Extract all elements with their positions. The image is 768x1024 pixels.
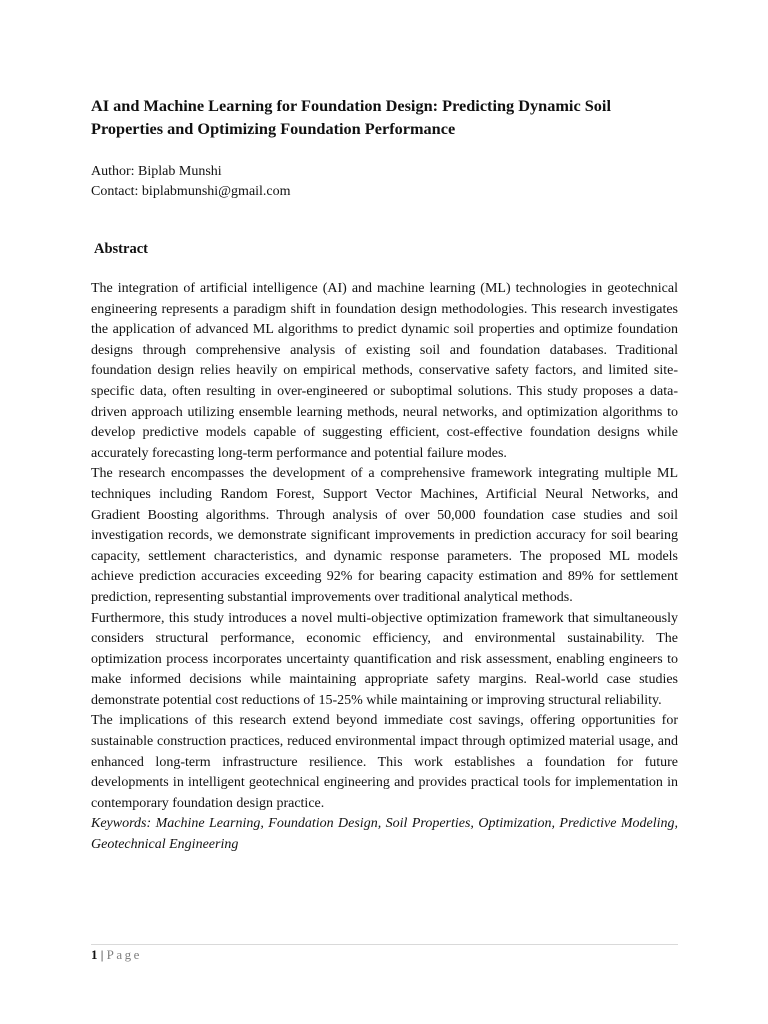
paper-page xyxy=(91,94,678,856)
page-number: 1 xyxy=(91,947,98,962)
abstract-paragraph-1: The integration of artificial intelligence (AI) and machine learning (ML) technologies in geotechnical engineering represents a paradigm shift in foundation design methodologies. This research investigates the application of advanced ML algorithms to predict dynamic soil properties and optimize foundation designs through comprehensive analysis of existing soil and foundation databases. Traditional foundation design relies heavily on empirical methods, conservative safety factors, and limited site-specific data, often resulting in over-engineered or suboptimal solutions. This study proposes a data-driven approach utilizing ensemble learning methods, neural networks, and optimization algorithms to develop predictive models capable of suggesting efficient, cost-effective foundation designs while accurately forecasting long-term performance and potential failure modes. xyxy=(91,281,678,461)
page-footer xyxy=(91,944,678,964)
keywords-line: Keywords: Machine Learning, Foundation Design, Soil Properties, Optimization, Predictive Modeling, Geotechnical Engineering xyxy=(91,816,678,853)
footer-separator: | xyxy=(97,947,107,962)
author-block xyxy=(91,162,678,202)
contact-line: Contact: biplabmunshi@gmail.com xyxy=(91,184,291,199)
abstract-paragraph-4: The implications of this research extend beyond immediate cost savings, offering opportunities for sustainable construction practices, reduced environmental impact through optimized material usage, and enhanced long-term infrastructure resilience. This work establishes a foundation for future developments in intelligent geotechnical engineering and provides practical tools for implementation in contemporary foundation design practice. xyxy=(91,713,678,811)
abstract-paragraph-2: The research encompasses the development of a comprehensive framework integrating multiple ML techniques including Random Forest, Support Vector Machines, Artificial Neural Networks, and Gradient Boosting algorithms. Through analysis of over 50,000 foundation case studies and soil investigation records, we demonstrate significant improvements in prediction accuracy for soil bearing capacity, settlement characteristics, and dynamic response parameters. The proposed ML models achieve prediction accuracies exceeding 92% for bearing capacity estimation and 89% for settlement prediction, representing substantial improvements over traditional analytical methods. xyxy=(91,466,678,605)
abstract-heading: Abstract xyxy=(94,241,148,257)
author-line: Author: Biplab Munshi xyxy=(91,164,222,179)
paper-title: AI and Machine Learning for Foundation Design: Predicting Dynamic Soil Properties and Optimizing Foundation Performance xyxy=(91,96,611,138)
page-label: Page xyxy=(106,947,142,962)
abstract-body xyxy=(91,279,678,856)
abstract-paragraph-3: Furthermore, this study introduces a novel multi-objective optimization framework that simultaneously considers structural performance, economic efficiency, and environmental sustainability. The optimization process incorporates uncertainty quantification and risk assessment, enabling engineers to make informed decisions while maintaining appropriate safety margins. Real-world case studies demonstrate potential cost reductions of 15-25% while maintaining or improving structural reliability. xyxy=(91,610,678,708)
